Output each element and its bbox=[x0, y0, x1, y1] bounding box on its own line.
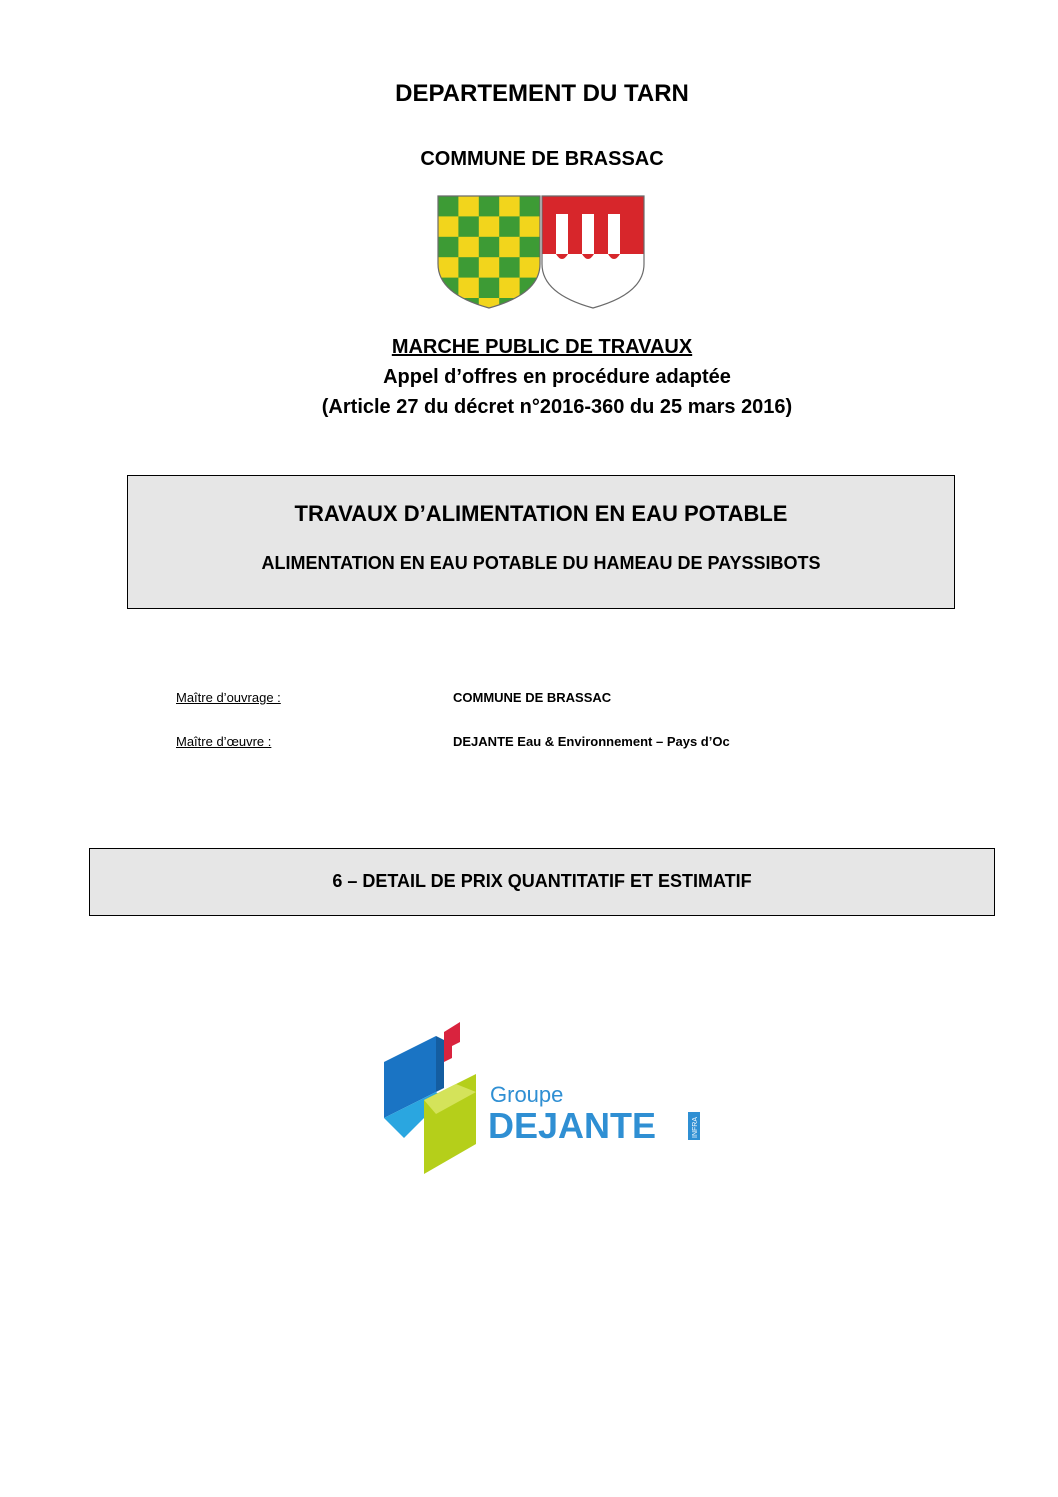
shield-check bbox=[520, 298, 541, 310]
procedure-title: MARCHE PUBLIC DE TRAVAUX bbox=[391, 336, 693, 358]
procedure-subtitle: Appel d’offres en procédure adaptée bbox=[383, 366, 731, 388]
shield-check bbox=[438, 196, 459, 217]
shield-check bbox=[479, 237, 500, 258]
shield-check bbox=[520, 196, 541, 217]
shield-check bbox=[479, 278, 500, 299]
shield-check bbox=[520, 237, 541, 258]
shield-check bbox=[479, 196, 500, 217]
document-section-box bbox=[89, 848, 995, 916]
shield-check bbox=[499, 237, 520, 258]
logo-text-main: DEJANTE bbox=[488, 1105, 657, 1146]
dejante-logo bbox=[380, 1018, 710, 1180]
shield-check bbox=[520, 216, 541, 237]
shield-check bbox=[499, 257, 520, 278]
shield-check bbox=[458, 196, 479, 217]
maitre-oeuvre-value: DEJANTE Eau & Environnement – Pays d’Oc bbox=[453, 734, 730, 749]
logo-text-top: Groupe bbox=[490, 1082, 564, 1107]
red-white-shield bbox=[542, 196, 644, 310]
shield-check bbox=[438, 216, 459, 237]
project-title: TRAVAUX D’ALIMENTATION EN EAU POTABLE bbox=[294, 501, 788, 526]
shield-check bbox=[438, 237, 459, 258]
shield-check bbox=[458, 216, 479, 237]
coat-of-arms bbox=[436, 194, 646, 310]
procedure-reference: (Article 27 du décret n°2016-360 du 25 mars 2016) bbox=[321, 396, 793, 418]
shield-check bbox=[479, 216, 500, 237]
shield-check bbox=[499, 196, 520, 217]
checkered-shield bbox=[438, 196, 541, 310]
commune-title: COMMUNE DE BRASSAC bbox=[420, 148, 664, 170]
shield-check bbox=[499, 216, 520, 237]
shield-check bbox=[499, 278, 520, 299]
maitre-ouvrage-value: COMMUNE DE BRASSAC bbox=[453, 690, 612, 705]
shield-check bbox=[520, 257, 541, 278]
maitre-oeuvre-label: Maître d’œuvre : bbox=[176, 734, 272, 749]
logo-text-side: INFRA bbox=[692, 1117, 699, 1138]
shield-check bbox=[458, 278, 479, 299]
shield-check bbox=[458, 237, 479, 258]
shield-check bbox=[458, 257, 479, 278]
department-title: DEPARTEMENT DU TARN bbox=[395, 80, 689, 107]
document-section-title: 6 – DETAIL DE PRIX QUANTITATIF ET ESTIMATIF bbox=[332, 871, 752, 891]
shield-check bbox=[438, 298, 459, 310]
project-title-box bbox=[127, 475, 955, 609]
maitre-ouvrage-label: Maître d’ouvrage : bbox=[176, 690, 281, 705]
shield-check bbox=[438, 257, 459, 278]
shield-check bbox=[479, 257, 500, 278]
project-subtitle: ALIMENTATION EN EAU POTABLE DU HAMEAU DE PAYSSIBOTS bbox=[261, 553, 821, 573]
